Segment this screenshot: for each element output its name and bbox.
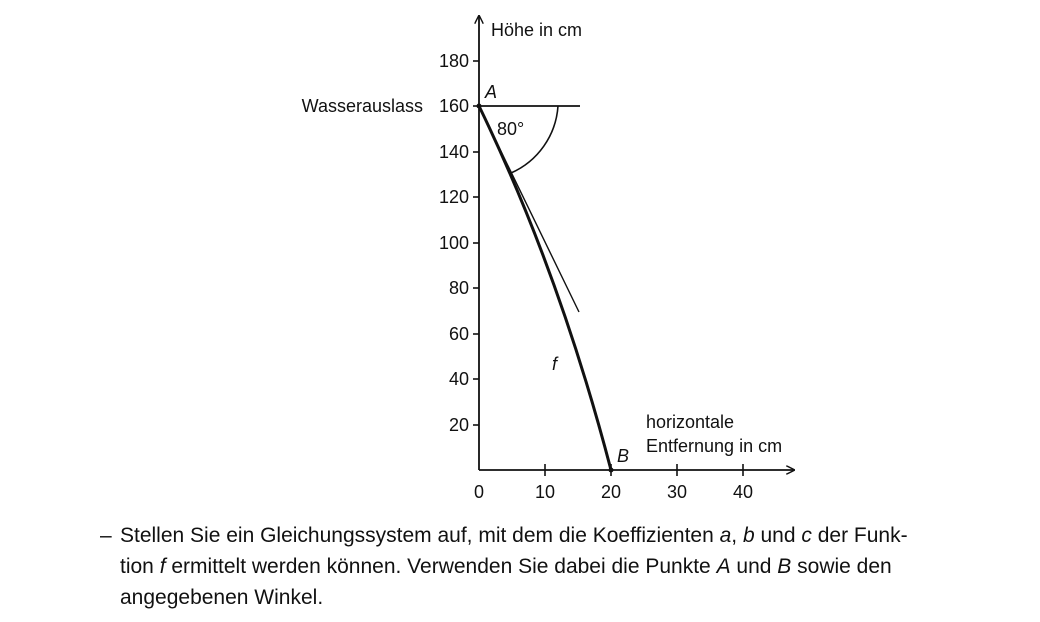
y-tick-label-20: 20 (448, 415, 469, 435)
x-tick-label-10: 10 (534, 482, 556, 502)
task-text-segment: tion (120, 555, 160, 578)
y-tick-label-180: 180 (438, 51, 469, 71)
task-text-segment: und (730, 555, 778, 578)
task-text-segment: ermittelt werden können. Verwenden Sie dabei die Punkte (165, 555, 717, 578)
point-a-name: A (716, 555, 731, 578)
x-tick-label-30: 30 (666, 482, 688, 502)
y-tick-labels (439, 51, 469, 435)
task-text (100, 520, 1000, 613)
task-text-segment: Stellen Sie ein Gleichungssystem auf, mit dem die Koeffizienten (120, 524, 720, 547)
x-tick-label-20: 20 (600, 482, 622, 502)
function-curve (479, 106, 611, 470)
task-line-2 (120, 551, 1000, 582)
task-text-segment: , (731, 524, 743, 547)
point-a-marker (477, 104, 482, 109)
task-line-3: angegebenen Winkel. (120, 586, 324, 609)
y-tick-label-80: 80 (448, 278, 469, 298)
function-label: f (552, 354, 558, 374)
task-text-segment: und (754, 524, 802, 547)
x-axis-label-line2: Entfernung in cm (646, 436, 783, 456)
x-tick-label-0: 0 (473, 482, 485, 502)
y-axis-label: Höhe in cm (491, 20, 583, 40)
y-tick-label-140: 140 (438, 142, 469, 162)
task-text-segment: sowie den (791, 555, 892, 578)
angle-arc (511, 106, 558, 173)
y-tick-label-160: 160 (438, 96, 469, 116)
task-line-1 (120, 520, 1000, 551)
task-text-segment: der Funk- (811, 524, 908, 547)
x-tick-labels (474, 482, 753, 502)
y-tick-label-60: 60 (448, 324, 469, 344)
task-dash: – (100, 524, 112, 547)
function-name: f (159, 555, 166, 578)
y-tick-label-120: 120 (438, 187, 469, 207)
point-b-marker (609, 468, 614, 473)
x-axis-label-line1: horizontale (646, 412, 735, 432)
y-tick-label-40: 40 (448, 369, 469, 389)
angle-label: 80° (497, 119, 525, 139)
task-body (120, 520, 1000, 613)
point-b-label: B (617, 446, 630, 466)
point-a-label: A (485, 82, 498, 102)
point-b-name: B (777, 555, 792, 578)
x-tick-label-40: 40 (732, 482, 754, 502)
coefficient-a: a (719, 524, 732, 547)
coefficient-c: c (801, 524, 812, 547)
y-tick-label-100: 100 (438, 233, 469, 253)
outlet-label: Wasserauslass (301, 96, 423, 116)
coefficient-b: b (742, 524, 755, 547)
